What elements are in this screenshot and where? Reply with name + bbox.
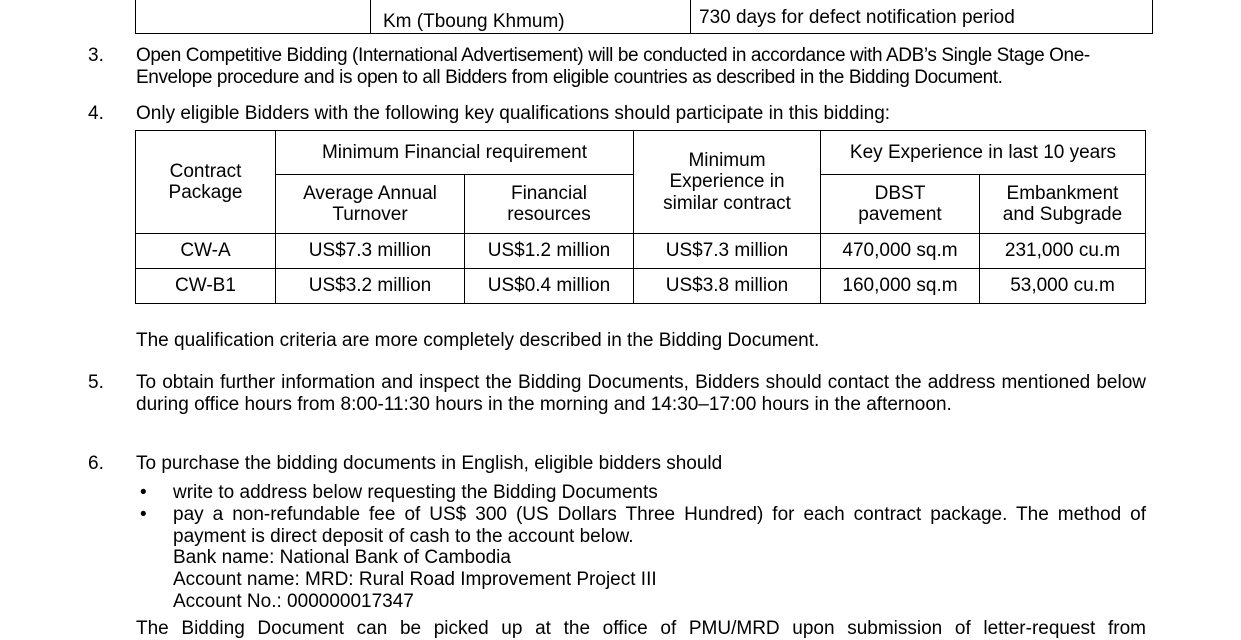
table-cell: US$7.3 million: [276, 234, 465, 269]
table-row: [136, 234, 1146, 269]
header-min-experience: Minimum Experience in similar contract: [634, 131, 821, 234]
item-3-number: 3.: [88, 45, 104, 66]
bullet-glyph-2: •: [140, 504, 147, 525]
bank-name: Bank name: National Bank of Cambodia: [173, 547, 511, 568]
account-number: Account No.: 000000017347: [173, 591, 414, 612]
item-6-text: To purchase the bidding documents in English, eligible bidders should: [136, 453, 723, 474]
table-cell: US$1.2 million: [465, 234, 634, 269]
table-cell: 470,000 sq.m: [821, 234, 980, 269]
top-table-text-3: 730 days for defect notification period: [699, 7, 1015, 28]
top-table-cell-2: [371, 0, 691, 34]
table-cell: US$3.8 million: [634, 269, 821, 304]
qualification-note: The qualification criteria are more completely described in the Bidding Document.: [136, 330, 820, 351]
header-fin-resources: Financial resources: [465, 175, 634, 234]
bullet-2-text: pay a non-refundable fee of US$ 300 (US Dollars Three Hundred) for each contract package. The method of payment is direct deposit of cash to the account below.: [173, 504, 1146, 547]
table-cell: US$7.3 million: [634, 234, 821, 269]
item-5-number: 5.: [88, 372, 104, 393]
top-table-cell-3: [691, 0, 1153, 34]
header-embankment: Embankment and Subgrade: [980, 175, 1146, 234]
qualification-table: [135, 130, 1146, 304]
top-table-cell-1: [136, 0, 371, 34]
header-min-financial: Minimum Financial requirement: [276, 131, 634, 175]
top-table: [135, 0, 1153, 34]
item-4-number: 4.: [88, 103, 104, 124]
table-cell: 231,000 cu.m: [980, 234, 1146, 269]
pickup-text: The Bidding Document can be picked up at the office of PMU/MRD upon submission of letter-request from: [136, 618, 1146, 639]
table-cell: US$3.2 million: [276, 269, 465, 304]
table-cell: CW-B1: [136, 269, 276, 304]
header-dbst: DBST pavement: [821, 175, 980, 234]
item-5-text: To obtain further information and inspect the Bidding Documents, Bidders should contact the address mentioned below during office hours from 8:00-11:30 hours in the morning and 14:30–17:00 hours in the afternoon.: [136, 372, 1146, 415]
header-contract-package: Contract Package: [136, 131, 276, 234]
item-3-text: Open Competitive Bidding (International Advertisement) will be conducted in accordance with ADB’s Single Stage One-Envelope procedure and is open to all Bidders from eligible countries as described in the Bidding Document.: [136, 45, 1090, 88]
table-cell: 53,000 cu.m: [980, 269, 1146, 304]
bullet-1-text: write to address below requesting the Bidding Documents: [173, 482, 658, 503]
table-cell: CW-A: [136, 234, 276, 269]
table-cell: US$0.4 million: [465, 269, 634, 304]
bullet-glyph-1: •: [140, 482, 147, 503]
table-row: [136, 269, 1146, 304]
top-table-text-2: Km (Tboung Khmum): [383, 11, 565, 32]
item-6-number: 6.: [88, 453, 104, 474]
header-avg-turnover: Average Annual Turnover: [276, 175, 465, 234]
account-name: Account name: MRD: Rural Road Improvement Project III: [173, 569, 657, 590]
header-key-experience: Key Experience in last 10 years: [821, 131, 1146, 175]
table-cell: 160,000 sq.m: [821, 269, 980, 304]
item-4-text: Only eligible Bidders with the following key qualifications should participate in this bidding:: [136, 103, 891, 124]
